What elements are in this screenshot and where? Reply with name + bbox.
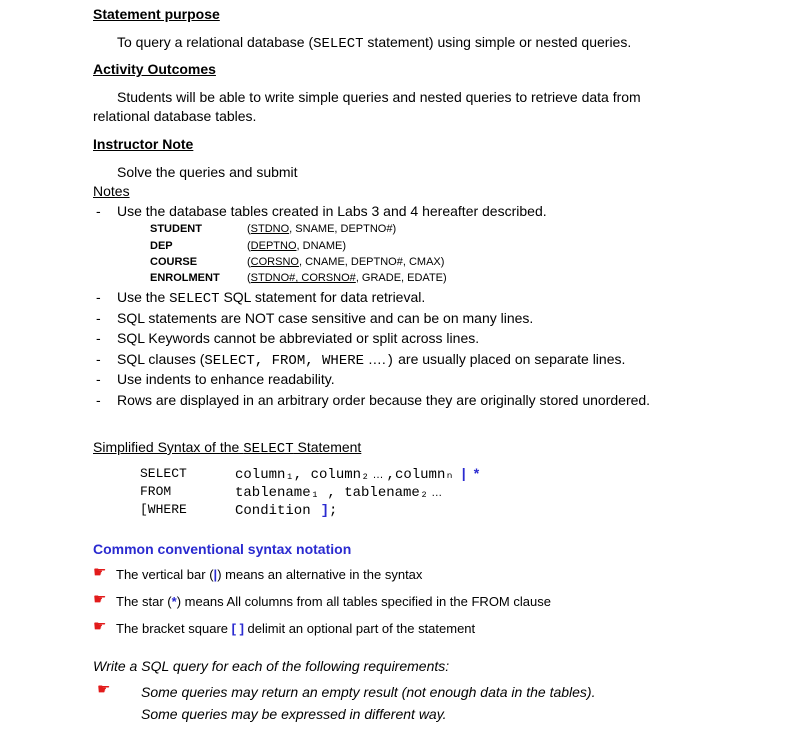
syntax-line2-dots: … <box>428 487 443 499</box>
item5-close: ) <box>385 353 395 369</box>
table-def-enrolment <box>247 272 447 284</box>
notes-item-5 <box>117 351 625 369</box>
table-rest: , DNAME) <box>296 240 347 252</box>
syntax-bracket: ] <box>320 503 330 519</box>
syntax-semicolon: ; <box>329 503 338 519</box>
table-rest: , SNAME, DEPTNO#) <box>289 223 397 235</box>
syntax-heading-pre: Simplified Syntax of the <box>93 439 244 455</box>
item5-post: are usually placed on separate lines. <box>394 351 626 367</box>
pointing-hand-icon: ☛ <box>97 681 111 698</box>
syntax-line-2 <box>235 483 442 501</box>
syntax-heading <box>93 439 361 457</box>
syntax-line1-code: column₁, column₂ <box>235 467 370 483</box>
paren: ( <box>247 272 251 284</box>
n3-pre: The bracket square <box>116 621 232 636</box>
table-key: DEPTNO <box>250 240 297 252</box>
notes-item-6: Use indents to enhance readability. <box>117 371 335 387</box>
purpose-code: SELECT <box>313 36 364 52</box>
syntax-line-3 <box>235 501 337 519</box>
table-def-student <box>247 223 396 235</box>
n2-post: ) means All columns from all tables specified in the FROM clause <box>176 594 551 609</box>
outcomes-line-1: Students will be able to write simple queries and nested queries to retrieve data from <box>117 89 641 105</box>
table-name-enrolment: ENROLMENT <box>150 272 220 284</box>
table-name-student: STUDENT <box>150 223 202 235</box>
table-def-dep <box>247 240 346 252</box>
syntax-kw-where: [WHERE <box>140 502 187 517</box>
n1-post: ) means an alternative in the syntax <box>217 567 423 582</box>
paren: ( <box>247 256 251 268</box>
n1-pre: The vertical bar ( <box>116 567 214 582</box>
purpose-text-post: statement) using simple or nested queries. <box>363 34 632 50</box>
notation-item-2 <box>116 594 551 609</box>
pointing-hand-icon: ☛ <box>93 591 107 608</box>
item2-pre: Use the <box>117 289 170 305</box>
notes-item-7: Rows are displayed in an arbitrary order because they are originally stored unordered. <box>117 392 651 408</box>
syntax-star: * <box>473 465 480 481</box>
table-name-course: COURSE <box>150 256 198 268</box>
syntax-bar: | <box>461 465 466 481</box>
statement-purpose-heading: Statement purpose <box>93 6 220 22</box>
table-rest: , GRADE, EDATE) <box>355 272 447 284</box>
syntax-kw-from: FROM <box>140 484 172 499</box>
item5-dots: …. <box>364 351 386 367</box>
syntax-line-1 <box>235 465 479 483</box>
bullet-dash: - <box>96 310 101 326</box>
paren: ( <box>247 223 251 235</box>
n2-pre: The star ( <box>116 594 172 609</box>
pointing-hand-icon: ☛ <box>93 564 107 581</box>
n3-symbol: [ ] <box>231 621 244 636</box>
instructor-note-heading: Instructor Note <box>93 136 194 152</box>
syntax-heading-code: SELECT <box>243 441 294 457</box>
pointing-hand-icon: ☛ <box>93 618 107 635</box>
instructor-note-text: Solve the queries and submit <box>117 164 298 180</box>
syntax-heading-post: Statement <box>293 439 362 455</box>
bullet-dash: - <box>96 371 101 387</box>
notes-heading: Notes <box>93 183 130 199</box>
notes-item-2 <box>117 289 425 307</box>
table-key: STDNO#, CORSNO# <box>250 272 356 284</box>
syntax-line2-code: tablename₁ , tablename₂ <box>235 485 429 501</box>
table-def-course <box>247 256 444 268</box>
outcomes-line-2: relational database tables. <box>93 108 257 124</box>
item2-code: SELECT <box>169 291 220 307</box>
paren: ( <box>247 240 251 252</box>
syntax-line3-code: Condition <box>235 503 311 519</box>
n3-post: delimit an optional part of the statement <box>243 621 476 636</box>
requirements-intro: Write a SQL query for each of the following requirements: <box>93 658 450 674</box>
table-rest: , CNAME, DEPTNO#, CMAX) <box>298 256 445 268</box>
bullet-dash: - <box>96 289 101 305</box>
bullet-dash: - <box>96 392 101 408</box>
statement-purpose-text <box>117 34 631 52</box>
n2-symbol: * <box>171 594 177 609</box>
notation-item-1 <box>116 567 422 582</box>
notation-item-3 <box>116 621 475 636</box>
syntax-line1-code2: ,columnₙ <box>386 467 454 483</box>
item5-pre: SQL clauses ( <box>117 351 205 367</box>
bullet-dash: - <box>96 330 101 346</box>
notation-heading: Common conventional syntax notation <box>93 541 352 557</box>
notes-item-1: Use the database tables created in Labs 3 and 4 hereafter described. <box>117 203 547 219</box>
purpose-text-pre: To query a relational database ( <box>117 34 314 50</box>
requirements-line-1: Some queries may return an empty result (not enough data in the tables). <box>141 684 596 700</box>
table-key: STDNO <box>250 223 290 235</box>
table-key: CORSNO <box>250 256 299 268</box>
activity-outcomes-heading: Activity Outcomes <box>93 61 216 77</box>
requirements-line-2: Some queries may be expressed in different way. <box>141 706 447 722</box>
syntax-line1-dots: … <box>369 469 387 481</box>
item5-code: SELECT, FROM, WHERE <box>204 353 365 369</box>
table-name-dep: DEP <box>150 240 173 252</box>
syntax-kw-select: SELECT <box>140 466 187 481</box>
bullet-dash: - <box>96 203 101 219</box>
notes-item-4: SQL Keywords cannot be abbreviated or split across lines. <box>117 330 480 346</box>
item2-post: SQL statement for data retrieval. <box>219 289 426 305</box>
notes-item-3: SQL statements are NOT case sensitive and can be on many lines. <box>117 310 534 326</box>
n1-symbol: | <box>213 567 218 582</box>
bullet-dash: - <box>96 351 101 367</box>
